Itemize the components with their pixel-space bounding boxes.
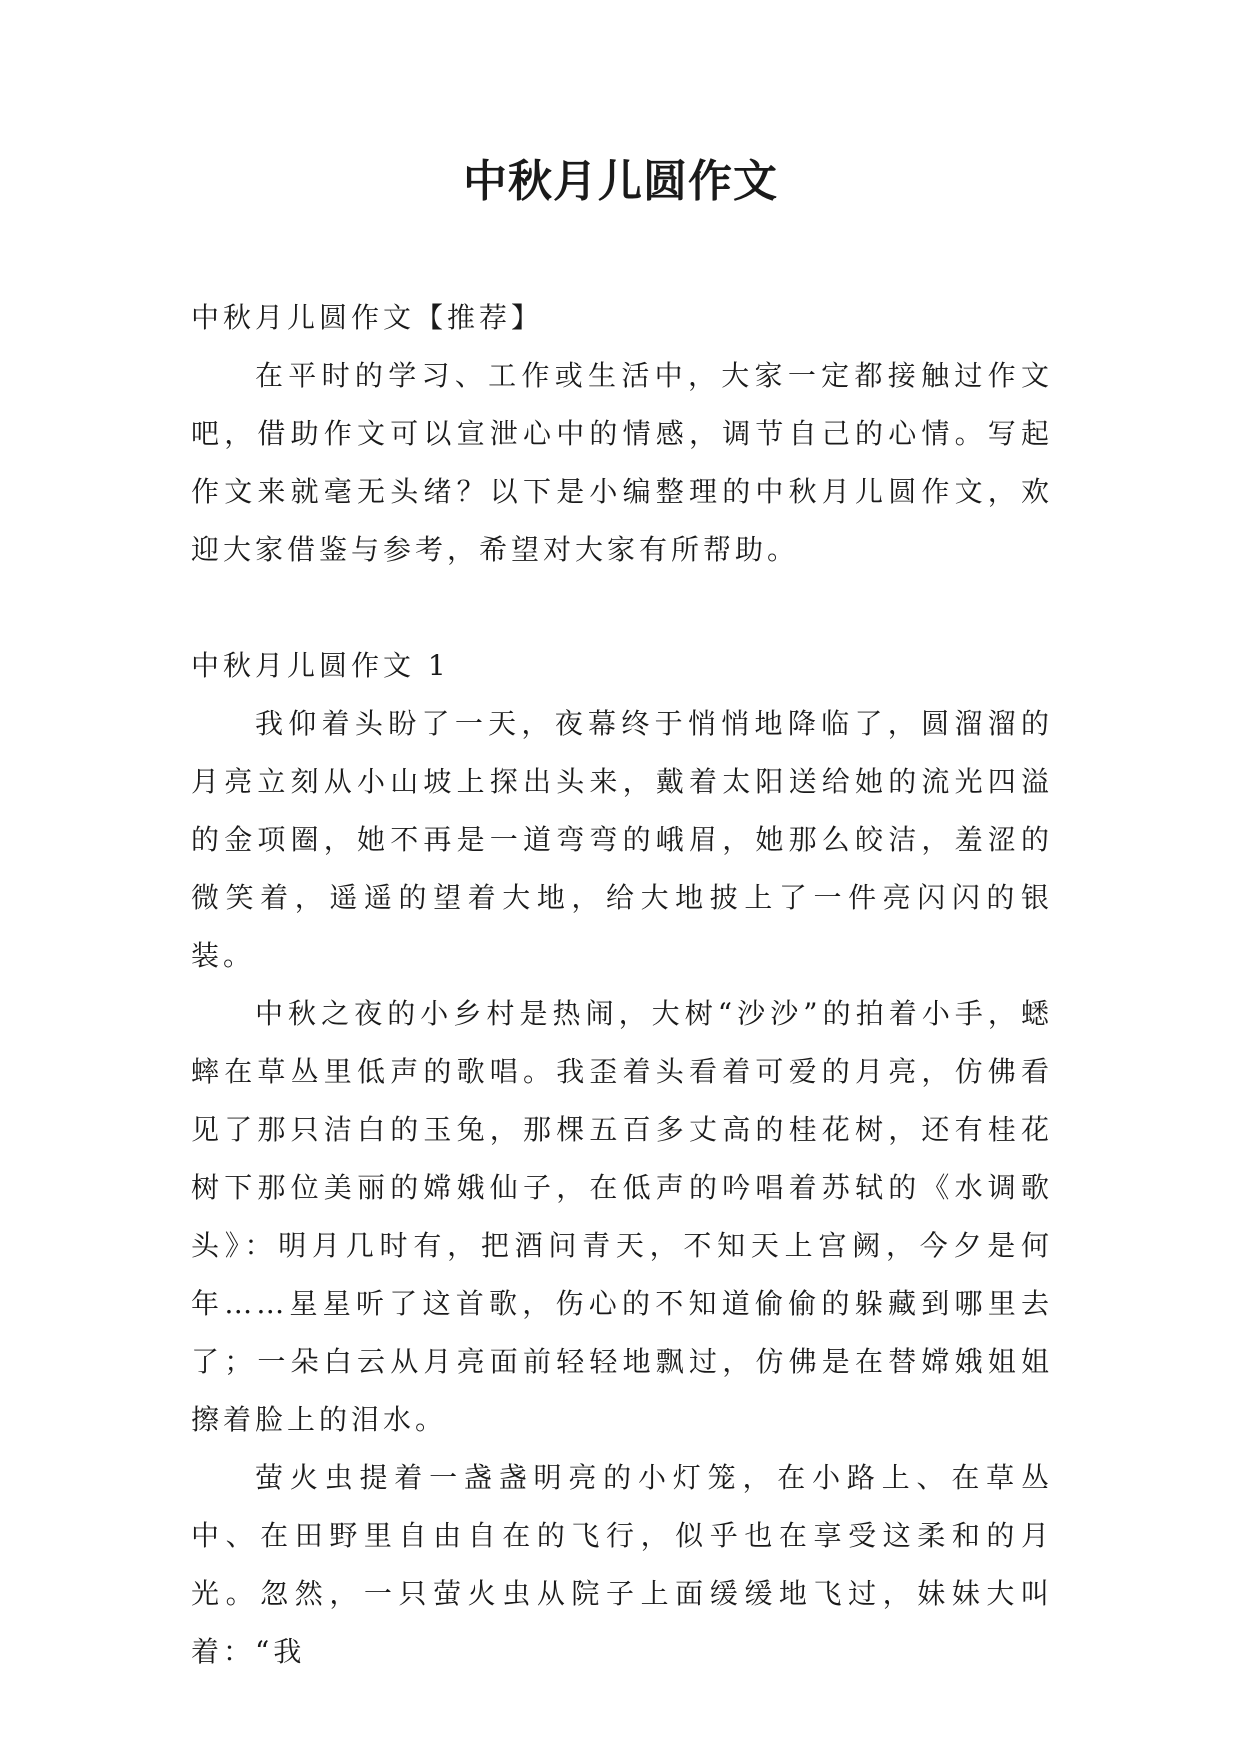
document-title: 中秋月儿圆作文 <box>463 156 778 207</box>
body-paragraph: 萤火虫提着一盏盏明亮的小灯笼，在小路上、在草丛中、在田野里自由自在的飞行，似乎也在享受这柔和的月光。忽然，一只萤火虫从院子上面缓缓地飞过，妹妹大叫着：“我 <box>191 1461 1053 1668</box>
document-body <box>191 289 1053 1681</box>
body-paragraph: 我仰着头盼了一天，夜幕终于悄悄地降临了，圆溜溜的月亮立刻从小山坡上探出头来，戴着太阳送给她的流光四溢的金项圈，她不再是一道弯弯的峨眉，她那么皎洁，羞涩的微笑着，遥遥的望着大地，给大地披上了一件亮闪闪的银装。 <box>191 707 1053 972</box>
body-paragraph: 中秋之夜的小乡村是热闹，大树“沙沙”的拍着小手，蟋蟀在草丛里低声的歌唱。我歪着头看着可爱的月亮，仿佛看见了那只洁白的玉兔，那棵五百多丈高的桂花树，还有桂花树下那位美丽的嫦娥仙子，在低声的吟唱着苏轼的《水调歌头》：明月几时有，把酒问青天，不知天上宫阙，今夕是何年……星星听了这首歌，伤心的不知道偷偷的躲藏到哪里去了；一朵白云从月亮面前轻轻地飘过，仿佛是在替嫦娥姐姐擦着脸上的泪水。 <box>191 997 1053 1436</box>
section-spacer <box>191 579 1053 637</box>
section-heading: 中秋月儿圆作文 1 <box>191 649 450 682</box>
document-subtitle: 中秋月儿圆作文【推荐】 <box>191 301 544 334</box>
intro-paragraph: 在平时的学习、工作或生活中，大家一定都接触过作文吧，借助作文可以宣泄心中的情感，调节自己的心情。写起作文来就毫无头绪？以下是小编整理的中秋月儿圆作文，欢迎大家借鉴与参考，希望对大家有所帮助。 <box>191 359 1053 566</box>
